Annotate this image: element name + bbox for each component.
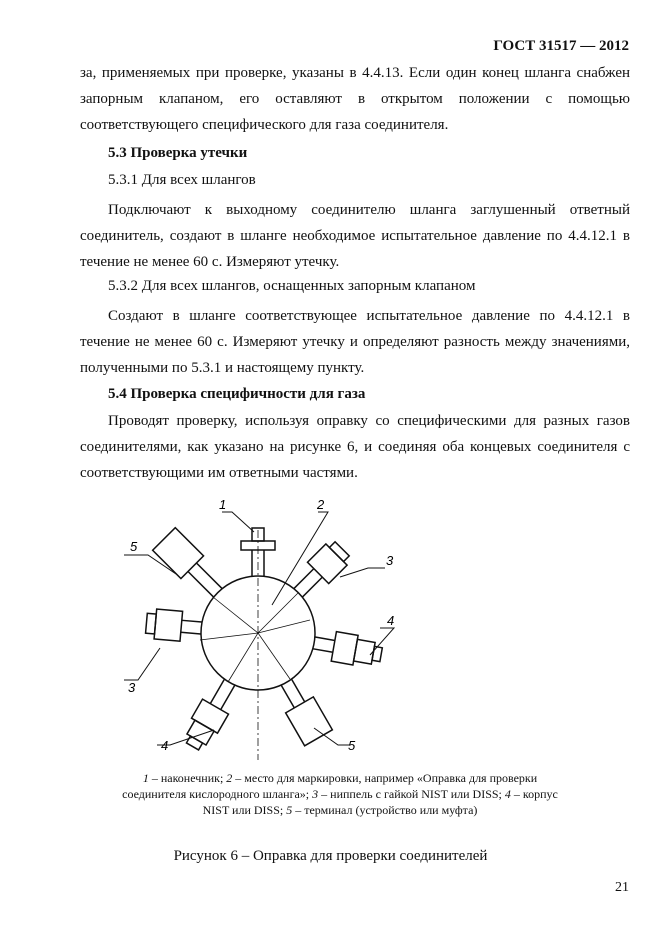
nist-body-right <box>312 628 384 669</box>
paragraph-continuation: за, применяемых при проверке, указаны в 4.4.13. Если один конец шланга снабжен запорным клапаном, его оставляют в открытом положении с помощью соответствующего специфического для газа соединителя. <box>80 65 630 133</box>
paragraph-5-3-1: Подключают к выходному соединителю шланга заглушенный ответный соединитель, создают в шланге необходимое испытательное давление по 4.4.12.1 в течение не менее 60 с. Измеряют утечку. <box>80 202 630 270</box>
label-4-right: 4 <box>387 613 395 628</box>
label-2: 2 <box>317 497 325 512</box>
figure-caption: 1 – наконечник; 2 – место для маркировки, например «Оправка для проверки соединителя кислородного шланга»; 3 – ниппель с гайкой NIST или DISS; 4 – корпус NIST или DISS; 5 – терминал (устройство или муфта) <box>122 771 558 817</box>
label-1: 1 <box>219 497 227 512</box>
nipple-left <box>145 608 202 643</box>
label-5-lower: 5 <box>348 738 356 753</box>
nist-body-lower-left <box>180 675 243 754</box>
label-4-lower: 4 <box>161 738 169 753</box>
label-3-right: 3 <box>386 553 394 568</box>
section-heading-5-3: 5.3 Проверка утечки <box>108 145 248 161</box>
label-3-left: 3 <box>128 680 136 695</box>
document-header: ГОСТ 31517 — 2012 <box>493 38 629 54</box>
label-5-upper: 5 <box>130 539 138 554</box>
paragraph-5-4: Проводят проверку, используя оправку со специфическими для разных газов соединителями, как указано на рисунке 6, и соединяя оба концевых соединителя с соответствующими им ответными частями. <box>80 413 630 481</box>
subsection-5-3-2: 5.3.2 Для всех шлангов, оснащенных запорным клапаном <box>108 278 476 294</box>
paragraph-5-3-2: Создают в шланге соответствующее испытательное давление по 4.4.12.1 в течение не менее 60 с. Измеряют утечку и определяют разность между значениями, полученными по 5.3.1 и настоящему пункту. <box>80 308 630 376</box>
section-heading-5-4: 5.4 Проверка специфичности для газа <box>108 386 366 402</box>
page-number: 21 <box>615 880 629 895</box>
figure-title: Рисунок 6 – Оправка для проверки соединителей <box>173 848 488 864</box>
subsection-5-3-1: 5.3.1 Для всех шлангов <box>108 172 256 188</box>
